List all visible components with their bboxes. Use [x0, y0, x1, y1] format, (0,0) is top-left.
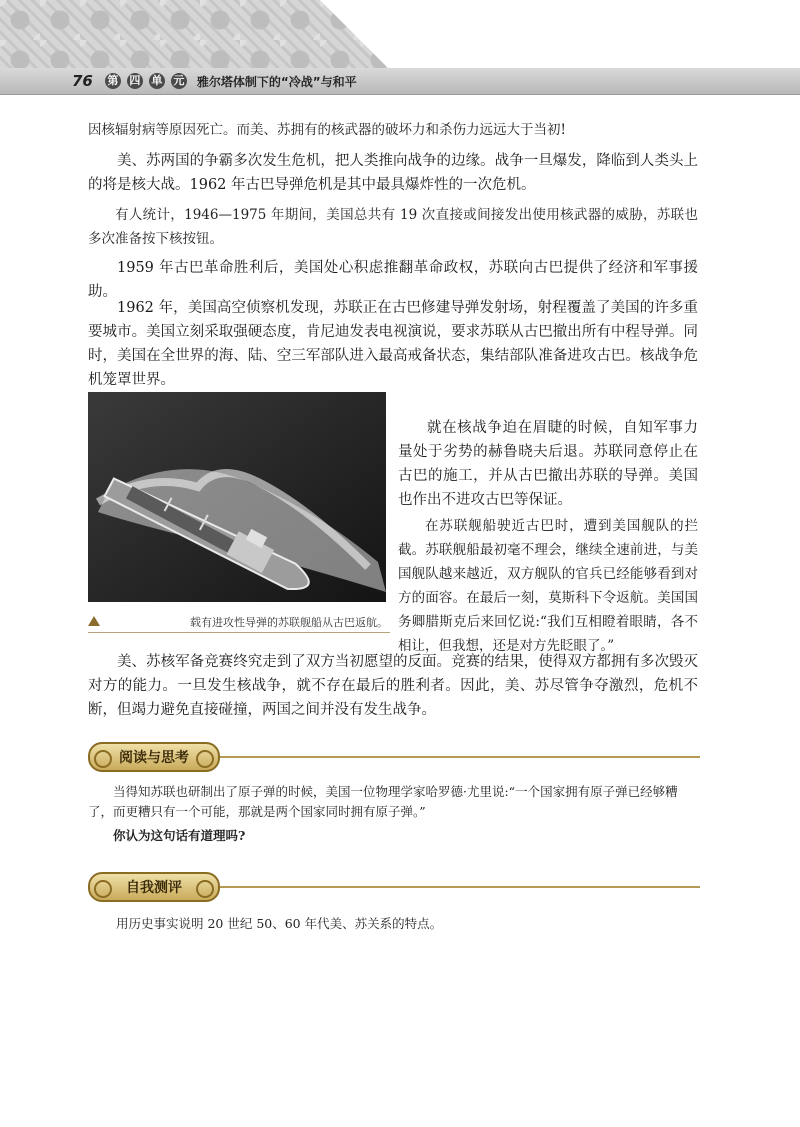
paragraph-4: 1962 年，美国高空侦察机发现，苏联正在古巴修建导弹发射场，射程覆盖了美国的许多重要城市。美国立刻采取强硬态度，肯尼迪发表电视演说，要求苏联从古巴撤出所有中程导弹。同时，美国在全世界的海、陆、空三军部队进入最高戒备状态，集结部队准备进攻古巴。核战争危机笼罩世界。 — [88, 300, 698, 388]
photo-caption-row — [88, 612, 390, 633]
swirl-icon — [196, 750, 214, 768]
self-eval-badge — [88, 872, 220, 902]
reading-title: 阅读与思考 — [119, 750, 189, 766]
swirl-icon — [94, 750, 112, 768]
unit-char-2: 四 — [127, 73, 143, 89]
unit-char-1: 第 — [105, 73, 121, 89]
unit-char-4: 元 — [171, 73, 187, 89]
reading-question: 你认为这句话有道理吗? — [113, 828, 246, 843]
photo-caption: 载有进攻性导弹的苏联舰船从古巴返航。 — [190, 616, 388, 629]
paragraph-7: 美、苏核军备竞赛终究走到了双方当初愿望的反面。竞赛的结果，使得双方都拥有多次毁灭对方的能力。一旦发生核战争，就不存在最后的胜利者。因此，美、苏尽管争夺激烈，危机不断，但竭力避免直接碰撞，两国之间并没有发生战争。 — [88, 654, 698, 718]
banner-line — [218, 756, 700, 758]
paragraph-5: 就在核战争迫在眉睫的时候，自知军事力量处于劣势的赫鲁晓夫后退。苏联同意停止在古巴的施工，并从古巴撤出苏联的导弹。美国也作出不进攻古巴等保证。 — [398, 420, 698, 508]
unit-char-3: 单 — [149, 73, 165, 89]
self-eval-banner — [88, 872, 700, 902]
paragraph-6: 在苏联舰船驶近古巴时，遭到美国舰队的拦截。苏联舰船最初毫不理会，继续全速前进，与美国舰队越来越近，双方舰队的官兵已经能够看到对方的面容。在最后一刻，莫斯科下令返航。美国国务卿腊斯克后来回忆说:“我们互相瞪着眼睛，各不相让，但我想，还是对方先眨眼了。” — [398, 518, 698, 654]
header-notch — [320, 0, 800, 70]
reading-badge — [88, 742, 220, 772]
caption-triangle-icon — [88, 616, 100, 626]
self-eval-text: 用历史事实说明 20 世纪 50、60 年代美、苏关系的特点。 — [116, 916, 443, 931]
reading-text: 当得知苏联也研制出了原子弹的时候，美国一位物理学家哈罗德·尤里说:“一个国家拥有原子弹已经够糟了，而更糟只有一个可能，那就是两个国家同时拥有原子弹。” — [88, 784, 678, 819]
paragraph-3: 1959 年古巴革命胜利后，美国处心积虑推翻革命政权，苏联向古巴提供了经济和军事援助。 — [88, 260, 698, 300]
header-row — [72, 70, 357, 92]
paragraph-0: 因核辐射病等原因死亡。而美、苏拥有的核武器的破坏力和杀伤力远远大于当初! — [88, 122, 566, 138]
banner-line — [218, 886, 700, 888]
reading-banner — [88, 742, 700, 772]
paragraph-2: 有人统计，1946—1975 年期间，美国总共有 19 次直接或间接发出使用核武器的威胁，苏联也多次准备按下核按钮。 — [88, 207, 698, 247]
page-header — [0, 0, 800, 100]
ship-photo — [88, 392, 386, 602]
page-number: 76 — [72, 72, 93, 90]
self-eval-title: 自我测评 — [126, 880, 182, 896]
swirl-icon — [94, 880, 112, 898]
ship-photo-graphic — [88, 392, 386, 602]
paragraph-1: 美、苏两国的争霸多次发生危机，把人类推向战争的边缘。战争一旦爆发，降临到人类头上的将是核大战。1962 年古巴导弹危机是其中最具爆炸性的一次危机。 — [88, 153, 698, 193]
unit-title: 雅尔塔体制下的“冷战”与和平 — [196, 74, 357, 89]
swirl-icon — [196, 880, 214, 898]
